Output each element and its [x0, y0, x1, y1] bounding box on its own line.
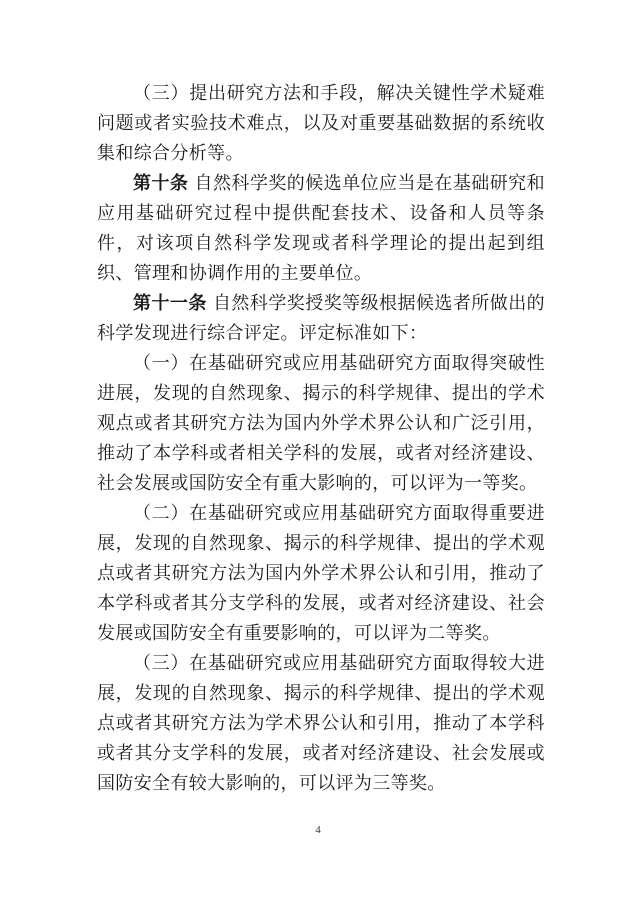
- paragraph-article-11: [97, 289, 545, 349]
- paragraph-text: （三）在基础研究或应用基础研究方面取得较大进展，发现的自然现象、揭示的科学规律、提出的学术观点或者其研究方法为学术界公认和引用，推动了本学科或者其分支学科的发展，或者对经济建设、社会发展或国防安全有较大影响的，可以评为三等奖。: [97, 653, 545, 794]
- page-number: 4: [315, 824, 321, 836]
- paragraph-text: 自然科学奖的候选单位应当是在基础研究和应用基础研究过程中提供配套技术、设备和人员等条件，对该项自然科学发现或者科学理论的提出起到组织、管理和协调作用的主要单位。: [97, 173, 545, 284]
- paragraph-item-3-method: [97, 79, 545, 169]
- paragraph-text: （二）在基础研究或应用基础研究方面取得重要进展，发现的自然现象、揭示的科学规律、提出的学术观点或者其研究方法为国内外学术界公认和引用，推动了本学科或者其分支学科的发展，或者对经济建设、社会发展或国防安全有重要影响的，可以评为二等奖。: [97, 503, 545, 644]
- paragraph-second-prize: [97, 499, 545, 649]
- paragraph-article-10: [97, 169, 545, 289]
- article-heading: 第十条: [133, 173, 189, 194]
- paragraph-text: （一）在基础研究或应用基础研究方面取得突破性进展，发现的自然现象、揭示的科学规律、提出的学术观点或者其研究方法为国内外学术界公认和广泛引用，推动了本学科或者相关学科的发展，或者对经济建设、社会发展或国防安全有重大影响的，可以评为一等奖。: [97, 353, 545, 494]
- paragraph-third-prize: [97, 649, 545, 799]
- paragraph-text: （三）提出研究方法和手段，解决关键性学术疑难问题或者实验技术难点，以及对重要基础数据的系统收集和综合分析等。: [97, 83, 545, 164]
- paragraph-first-prize: [97, 349, 545, 499]
- paragraph-text: 自然科学奖授奖等级根据候选者所做出的科学发现进行综合评定。评定标准如下：: [97, 293, 545, 344]
- article-heading: 第十一条: [133, 293, 207, 314]
- document-body: [97, 79, 545, 799]
